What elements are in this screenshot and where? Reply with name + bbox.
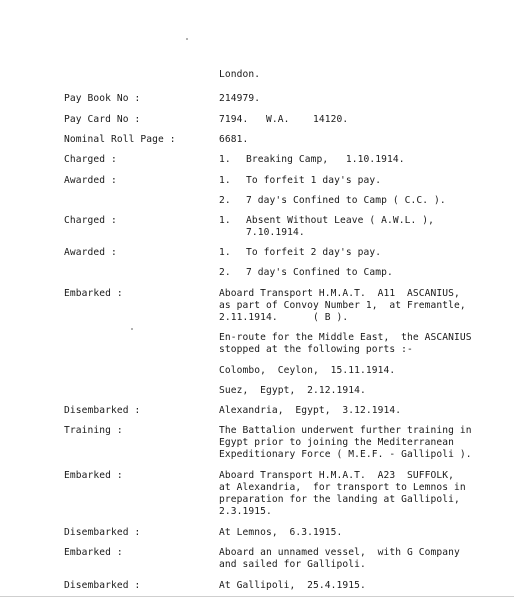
charged-label: Charged : bbox=[64, 215, 117, 226]
pay-card-value: 7194. W.A. 14120. bbox=[219, 114, 349, 125]
training-line: Egypt prior to joining the Mediterranean bbox=[219, 437, 455, 448]
embarked-label: Embarked : bbox=[64, 288, 123, 299]
embarked-line: Aboard an unnamed vessel, with G Company bbox=[219, 547, 460, 558]
training-line: The Battalion underwent further training in bbox=[219, 425, 472, 436]
award-text: To forfeit 1 day's pay. bbox=[246, 175, 382, 186]
charge-text: Absent Without Leave ( A.W.L. ), bbox=[246, 215, 435, 226]
charged-label: Charged : bbox=[64, 154, 117, 165]
nominal-roll-value: 6681. bbox=[219, 134, 249, 145]
charge-text: Breaking Camp, 1.10.1914. bbox=[246, 154, 405, 165]
page-bottom-edge bbox=[0, 596, 514, 597]
disembarked-label: Disembarked : bbox=[64, 580, 141, 591]
embarked-line: Aboard Transport H.M.A.T. A11 ASCANIUS, bbox=[219, 288, 460, 299]
enroute-line: En-route for the Middle East, the ASCANIUS bbox=[219, 332, 472, 343]
embarked-line: 2.11.1914. ( B ). bbox=[219, 312, 349, 323]
disembarked-label: Disembarked : bbox=[64, 527, 141, 538]
training-line: Expeditionary Force ( M.E.F. - Gallipoli ). bbox=[219, 449, 472, 460]
location: London. bbox=[219, 69, 261, 80]
embarked-label: Embarked : bbox=[64, 547, 123, 558]
award-number: 2. bbox=[219, 195, 231, 206]
award-number: 1. bbox=[219, 247, 231, 258]
disembarked-label: Disembarked : bbox=[64, 405, 141, 416]
pay-book-value: 214979. bbox=[219, 93, 261, 104]
award-text: To forfeit 2 day's pay. bbox=[246, 247, 382, 258]
disembarked-value: At Lemnos, 6.3.1915. bbox=[219, 527, 343, 538]
award-text: 7 day's Confined to Camp ( C.C. ). bbox=[246, 195, 446, 206]
embarked-line: as part of Convoy Number 1, at Fremantle, bbox=[219, 300, 466, 311]
embarked-line: Aboard Transport H.M.A.T. A23 SUFFOLK, bbox=[219, 470, 455, 481]
enroute-line: stopped at the following ports :- bbox=[219, 344, 413, 355]
charge-number: 1. bbox=[219, 215, 231, 226]
training-label: Training : bbox=[64, 425, 123, 436]
award-number: 1. bbox=[219, 175, 231, 186]
award-text: 7 day's Confined to Camp. bbox=[246, 267, 393, 278]
charge-number: 1. bbox=[219, 154, 231, 165]
award-number: 2. bbox=[219, 267, 231, 278]
disembarked-value: Alexandria, Egypt, 3.12.1914. bbox=[219, 405, 402, 416]
embarked-line: 2.3.1915. bbox=[219, 506, 272, 517]
paper-speck bbox=[186, 38, 188, 40]
pay-book-label: Pay Book No : bbox=[64, 93, 141, 104]
disembarked-value: At Gallipoli, 25.4.1915. bbox=[219, 580, 366, 591]
embarked-line: preparation for the landing at Gallipoli, bbox=[219, 494, 460, 505]
awarded-label: Awarded : bbox=[64, 247, 117, 258]
embarked-label: Embarked : bbox=[64, 470, 123, 481]
paper-speck bbox=[131, 328, 133, 330]
pay-card-label: Pay Card No : bbox=[64, 114, 141, 125]
awarded-label: Awarded : bbox=[64, 175, 117, 186]
embarked-line: at Alexandria, for transport to Lemnos in bbox=[219, 482, 466, 493]
port-stop: Colombo, Ceylon, 15.11.1914. bbox=[219, 365, 396, 376]
nominal-roll-label: Nominal Roll Page : bbox=[64, 134, 176, 145]
port-stop: Suez, Egypt, 2.12.1914. bbox=[219, 385, 366, 396]
charge-date: 7.10.1914. bbox=[246, 227, 305, 238]
embarked-line: and sailed for Gallipoli. bbox=[219, 559, 366, 570]
